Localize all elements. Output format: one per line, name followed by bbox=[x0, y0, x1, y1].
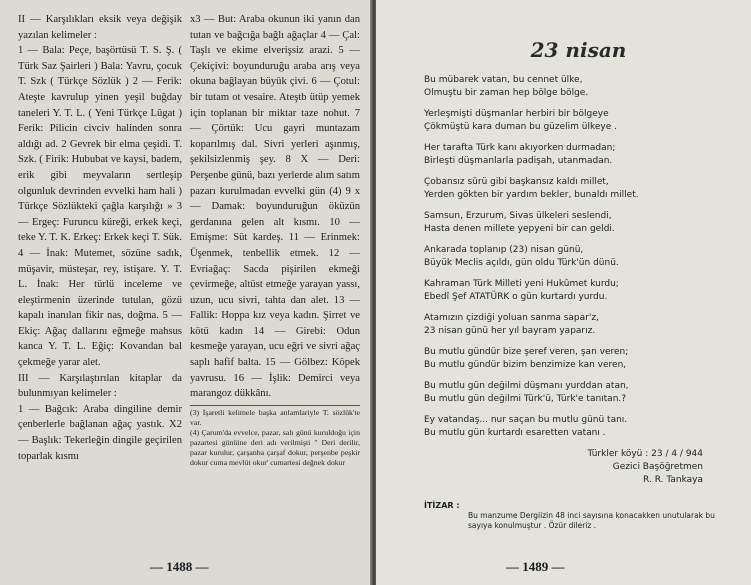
paragraph: 1 — Bala: Peçe, başörtüsü T. S. Ş. ( Türk Saz Şairleri ) Bala: Yavru, çocuk T. Szk ( Türkçe Sözlük ) 2 — Ferik: Ateşte kavrulup yinen yeşil buğday taneleri Y. T. L. ( Yeni Türkçe Lûgat ) Ferik: Pilicin civciv halinden sonra aldığı ad. 2 Gevrek bir elma çeşidi. T. Szk. ( Firik: Hububat ve kaysi, badem, erik gibi meyvaların sertleşip olgunluk devrinden evvelki ham hali ) Türkçe Sözlükteki çağla karşılığı » 3 — Ergeç: Furuncu küreği, erkek keçi, teke Y. T. K. Erkeç: Erkek keçi T. Sük. 4 — İnak: Mutemet, sözüne sadık, müşavir, müsteşar, rey, istişare. Y. T. L. İnak: Her türlü inceleme ve eleştirmenin üzerinde tutulan, gözü kapalı inanılan fikir nas, doğma. 5 — Ekiç: Ağaç dallarını eğmeğe mahsus kanca Y. T. L. Eğiç: Kovandan bal çekmeğe yarar alet. bbox=[18, 45, 182, 369]
stanza bbox=[424, 210, 733, 236]
section-heading-2: II — Karşılıkları eksik veya değişik yazılan kelimeler : bbox=[18, 14, 182, 41]
left-columns bbox=[18, 12, 362, 468]
left-column-1 bbox=[18, 12, 182, 468]
stanza bbox=[424, 108, 733, 134]
page-number: — 1489 — bbox=[506, 559, 565, 574]
stanza bbox=[424, 176, 733, 202]
apology-note bbox=[424, 501, 733, 531]
verse-line: Ebedî Şef ATATÜRK o gün kurtardı yurdu. bbox=[424, 292, 608, 302]
verse-line: Bu mutlu gün değilmi Türk'ü, Türk'e tanıtan.? bbox=[424, 394, 627, 404]
poem-title: 23 nisan bbox=[530, 38, 627, 62]
stanza bbox=[424, 278, 733, 304]
signature bbox=[424, 448, 733, 487]
verse-line: Ey vatandaş... nur saçan bu mutlu günü tanı. bbox=[424, 415, 628, 425]
stanza bbox=[424, 346, 733, 372]
stanza bbox=[424, 312, 733, 338]
verse-line: Bu mübarek vatan, bu cennet ülke, bbox=[424, 75, 583, 85]
stanza bbox=[424, 74, 733, 100]
verse-line: Bu mutlu gün kurtardı esaretten vatanı . bbox=[424, 428, 606, 438]
verse-line: Bu mutlu gündür bizim benzimize kan veren, bbox=[424, 360, 627, 370]
verse-line: Ankarada toplanıp (23) nisan günü, bbox=[424, 245, 584, 255]
footnotes bbox=[190, 405, 360, 468]
verse-line: 23 nisan günü her yıl bayram yaparız. bbox=[424, 326, 596, 336]
verse-line: Çökmüştü kara duman bu güzelim ülkeye . bbox=[424, 122, 617, 132]
left-page bbox=[0, 0, 372, 585]
verse-line: Hasta denen millete yepyeni bir can geldi. bbox=[424, 224, 615, 234]
section-heading-3: III — Karşılaştırılan kitaplar da bulunmıyan kelimeler : bbox=[18, 372, 182, 400]
apology-heading: İTİZAR : bbox=[424, 501, 460, 510]
left-column-2 bbox=[190, 12, 360, 468]
verse-line: Her tarafta Türk kanı akıyorken durmadan; bbox=[424, 143, 616, 153]
verse-line: Büyük Meclis açıldı, gün oldu Türk'ün dünü. bbox=[424, 258, 619, 268]
verse-line: Birleşti düşmanlarla padişah, utanmadan. bbox=[424, 156, 613, 166]
stanza bbox=[424, 142, 733, 168]
verse-line: Yerden gökten bir yardım bekler, bunaldı millet. bbox=[424, 190, 639, 200]
verse-line: Çobansız sürü gibi başkansız kaldı millet, bbox=[424, 177, 609, 187]
verse-line: Atamızın çizdiği yoluan sanma sapar'z, bbox=[424, 313, 599, 323]
verse-line: Kahraman Türk Milleti yeni Hukûmet kurdu; bbox=[424, 279, 619, 289]
apology-text: Bu manzume Dergiizin 48 inci sayısına konacakken unutularak bu sayıya konulmuştur . Özür dileriz . bbox=[468, 511, 715, 530]
signature-author: R. R. Tankaya bbox=[643, 475, 703, 485]
verse-line: Yerleşmişti düşmanlar herbiri bir bölgeye bbox=[424, 109, 609, 119]
verse-line: Olmuştu bir zaman hep bölge bölge. bbox=[424, 88, 589, 98]
footnote: (3) İşaretli kelimele başka anlamlariyle T. sözlük'te var. bbox=[190, 407, 360, 427]
verse-line: Samsun, Erzurum, Sivas ülkeleri seslendi, bbox=[424, 211, 612, 221]
paragraph: 1 — Bağcık: Araba dingiline demir çenberlerle bağlanan ağaç yastık. X2 — Başlık: Tekerleğin dingile geçirilen toparlak kısmı bbox=[18, 403, 182, 462]
stanza bbox=[424, 380, 733, 406]
footnote: (4) Çarum'da evvelce, pazar, salı günü kuruldoğu için pazartesi günüine deri adı verilmişti " Deri derilir, pazar kurulur, çarşanba çarşaf dokur, perşenbe peşkir dokur cuma mevlüt okur' cumartesi değnek dokur bbox=[190, 427, 360, 467]
right-page bbox=[376, 0, 751, 585]
poem bbox=[424, 74, 733, 440]
verse-line: Bu mutlu gün değilmi düşmanı yurddan atan, bbox=[424, 381, 629, 391]
stanza bbox=[424, 244, 733, 270]
paragraph: x3 — But: Araba okunun iki yanın dan tutan ve bağcığa bağlı ağaçlar 4 — Çal: Taşlı ve ekime elverişsiz arazi. 5 — Çekiçivi: boyunduruğu araba arış veya okuna bağlayan büyük çivi. 6 — Çotul: bir tutam ot vesaire. Ateştb ütüp yemek için toplanan bir miktar taze nohut. 7 — Çörtük: Ucu gayri muntazam koparılmış dal. Sivri yerleri aşınmış, şekilsizlenmiş şey. 8 X — Deri: Perşenbe günü, bazı yerlerde alım satım pazarı kurulmadan evvelki gün (4) 9 x — Damak: boyunduruğun öküzün gerdanına gelen alt kısmı. 10 — Emişme: Süt kardeş. 11 — Erinmek: Üşenmek, tenbellik etmek. 12 — Evriağaç: Sacda pişirilen ekmeği çevirmeğe, altüst etmeğe yarayan yassı, uzun, ucu sivri, tahta dan alet. 13 — Fallik: Hoppa kız veya kadın. Şirret ve kötü kadın 14 — Girebi: Odun kesmeğe yarayan, ucu eğri ve sivri ağaç saplı hafif balta. 15 — Gölbez: Köpek yavrusu. 16 — İşlik: Demirci veya marangoz dükkânı. bbox=[190, 14, 360, 400]
verse-line: Bu mutlu gündür bize şeref veren, şan veren; bbox=[424, 347, 629, 357]
signature-title: Gezici Başöğretmen bbox=[612, 462, 703, 472]
stanza bbox=[424, 414, 733, 440]
signature-location-date: Türkler köyü : 23 / 4 / 944 bbox=[587, 449, 703, 459]
page-number: — 1488 — bbox=[150, 559, 209, 574]
